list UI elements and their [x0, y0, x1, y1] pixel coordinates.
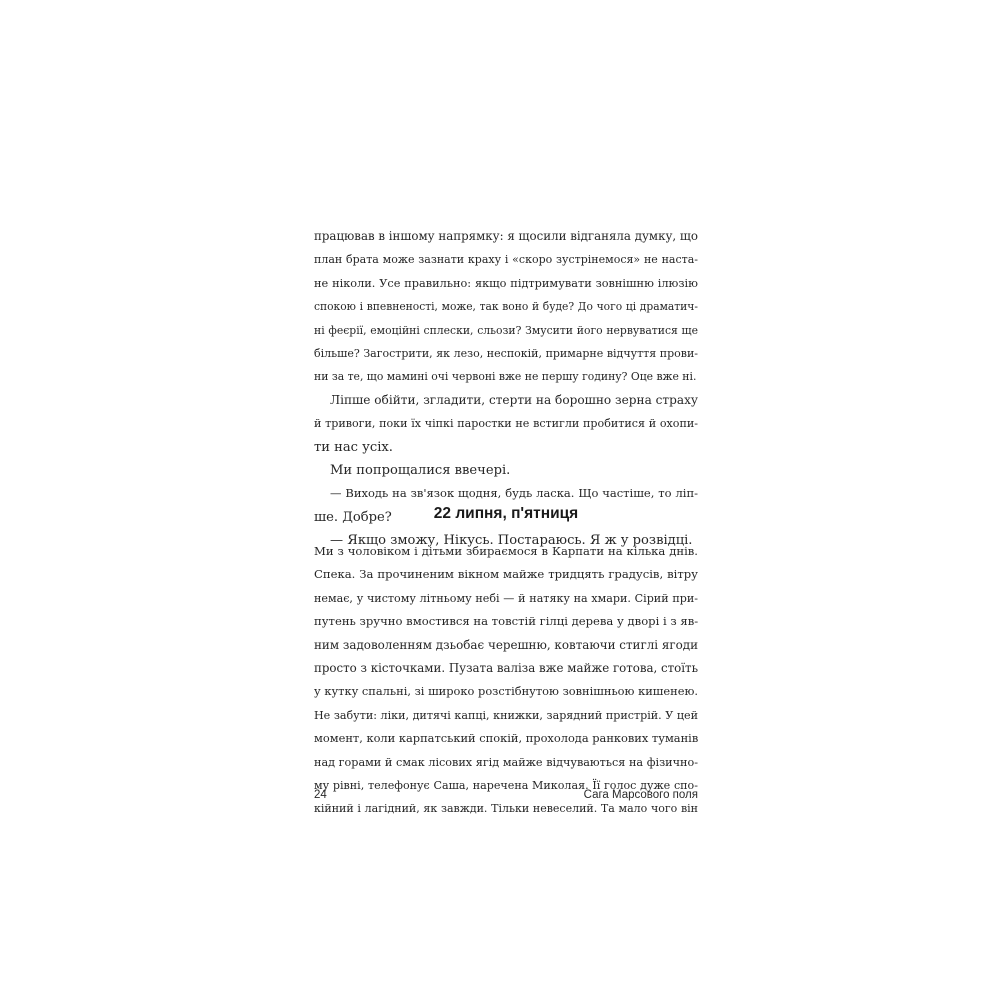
- text-line: момент, коли карпатський спокій, прохолода ранкових туманів: [314, 731, 699, 746]
- text-line: ти нас усіх.: [314, 439, 393, 455]
- text-line: Спека. За прочиненим вікном майже тридцять градусів, вітру: [314, 567, 698, 582]
- text-line: ним задоволенням дзьобає черешню, ковтаючи стиглі ягоди: [314, 637, 698, 652]
- text-line: — Якщо зможу, Нікусь. Постараюсь. Я ж у розвідці.: [330, 533, 693, 549]
- text-line: му рівні, телефонує Саша, наречена Миколая. Її голос дуже спо-: [314, 778, 698, 792]
- text-line: ни за те, що мамині очі червоні вже не першу годину? Оце вже ні.: [314, 370, 697, 384]
- text-line: Ми з чоловіком і дітьми збираємося в Карпати на кілька днів.: [314, 544, 698, 558]
- text-line: Не забути: ліки, дитячі капці, книжки, зарядний пристрій. У цей: [314, 708, 698, 722]
- text-line: — Виходь на зв'язок щодня, будь ласка. Що частіше, то ліп-: [330, 486, 698, 501]
- page-footer: [314, 786, 698, 804]
- text-line: путень зручно вмостився на товстій гілці дерева у дворі і з яв-: [314, 614, 699, 629]
- text-line: більше? Загострити, як лезо, неспокій, примарне відчуття прови-: [314, 346, 698, 360]
- text-line: у кутку спальні, зі широко розстібнутою зовнішньою кишенею.: [314, 684, 698, 699]
- text-line: працював в іншому напрямку: я щосили відганяла думку, що: [314, 229, 698, 243]
- text-line: план брата може зазнати краху і «скоро зустрінемося» не наста-: [314, 253, 698, 267]
- text-line: Ліпше обійти, згладити, стерти на борошно зерна страху: [330, 392, 699, 407]
- text-line: просто з кісточками. Пузата валіза вже майже готова, стоїть: [314, 660, 698, 675]
- page-number: 24: [314, 789, 327, 801]
- text-line: ні феєрії, емоційні сплески, сльози? Змусити його нервуватися ще: [314, 323, 698, 337]
- bottom-text-section: [314, 540, 698, 821]
- running-title: Сага Марсового поля: [583, 789, 698, 801]
- section-heading: 22 липня, п'ятниця: [433, 505, 579, 522]
- text-line: немає, у чистому літньому небі — й натяку на хмари. Сірий при-: [314, 591, 698, 605]
- text-line: й тривоги, поки їх чіпкі паростки не встигли пробитися й охопи-: [314, 417, 698, 431]
- text-line: кійний і лагідний, як завжди. Тільки невеселий. Та мало чого він: [314, 802, 698, 816]
- text-line: не ніколи. Усе правильно: якщо підтримувати зовнішню ілюзію: [314, 276, 698, 290]
- text-line: Ми попрощалися ввечері.: [330, 462, 511, 478]
- text-line: над горами й смак лісових ягід майже відчуваються на фізично-: [314, 755, 698, 769]
- text-line: спокою і впевненості, може, так воно й буде? До чого ці драматич-: [314, 300, 698, 314]
- text-line: ше. Добре?: [314, 509, 392, 525]
